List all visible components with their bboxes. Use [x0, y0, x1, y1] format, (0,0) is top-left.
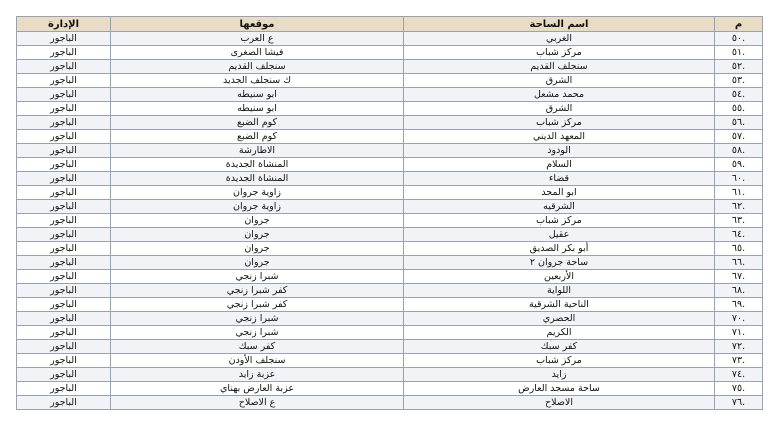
- table-row: [17, 298, 763, 312]
- cell-location: فيشا الصغرى: [111, 46, 404, 60]
- cell-administration: الباجور: [17, 396, 111, 410]
- table-row: [17, 172, 763, 186]
- table-row: [17, 102, 763, 116]
- cell-location: جروان: [111, 228, 404, 242]
- cell-administration: الباجور: [17, 88, 111, 102]
- header-square-name: اسم الساحة: [404, 17, 715, 32]
- cell-square-name: قضاء: [404, 172, 715, 186]
- cell-square-name: الغربي: [404, 32, 715, 46]
- table-row: [17, 116, 763, 130]
- cell-num: .٧٣: [715, 354, 763, 368]
- cell-square-name: الحصري: [404, 312, 715, 326]
- cell-num: .٦١: [715, 186, 763, 200]
- cell-location: جروان: [111, 256, 404, 270]
- cell-square-name: الاصلاح: [404, 396, 715, 410]
- cell-administration: الباجور: [17, 74, 111, 88]
- cell-location: ع الاصلاح: [111, 396, 404, 410]
- cell-location: ابو سنيطه: [111, 102, 404, 116]
- cell-square-name: مركز شباب: [404, 354, 715, 368]
- cell-square-name: الكريم: [404, 326, 715, 340]
- cell-location: كوم الضبع: [111, 116, 404, 130]
- cell-administration: الباجور: [17, 326, 111, 340]
- header-row: [17, 17, 763, 32]
- cell-num: .٥١: [715, 46, 763, 60]
- cell-num: .٥٣: [715, 74, 763, 88]
- cell-num: .٥٦: [715, 116, 763, 130]
- cell-num: .٥٤: [715, 88, 763, 102]
- table-header: [17, 17, 763, 32]
- cell-num: .٦٤: [715, 228, 763, 242]
- table-row: [17, 396, 763, 410]
- cell-num: .٦٠: [715, 172, 763, 186]
- table-row: [17, 284, 763, 298]
- cell-num: .٦٨: [715, 284, 763, 298]
- cell-location: كوم الضبع: [111, 130, 404, 144]
- table-row: [17, 186, 763, 200]
- cell-square-name: سنجلف القديم: [404, 60, 715, 74]
- cell-administration: الباجور: [17, 242, 111, 256]
- cell-num: .٥٧: [715, 130, 763, 144]
- cell-location: زاوية جروان: [111, 186, 404, 200]
- cell-num: .٦٥: [715, 242, 763, 256]
- cell-location: سنجلف الأودن: [111, 354, 404, 368]
- cell-administration: الباجور: [17, 60, 111, 74]
- cell-administration: الباجور: [17, 256, 111, 270]
- table-row: [17, 256, 763, 270]
- cell-square-name: الشرق: [404, 102, 715, 116]
- cell-num: .٦٢: [715, 200, 763, 214]
- cell-location: شبرا زنجي: [111, 326, 404, 340]
- cell-administration: الباجور: [17, 368, 111, 382]
- cell-num: .٥٩: [715, 158, 763, 172]
- cell-num: .٦٧: [715, 270, 763, 284]
- cell-location: سنجلف القديم: [111, 60, 404, 74]
- cell-location: شبرا زنجي: [111, 312, 404, 326]
- table-row: [17, 382, 763, 396]
- cell-location: زاوية جروان: [111, 200, 404, 214]
- table-row: [17, 368, 763, 382]
- table-row: [17, 340, 763, 354]
- cell-administration: الباجور: [17, 32, 111, 46]
- cell-num: .٧٢: [715, 340, 763, 354]
- cell-location: كفر شبرا زنجي: [111, 284, 404, 298]
- cell-square-name: كفر سبك: [404, 340, 715, 354]
- cell-location: المنشاة الجديدة: [111, 172, 404, 186]
- cell-square-name: اللواية: [404, 284, 715, 298]
- cell-square-name: مركز شباب: [404, 116, 715, 130]
- cell-location: كفر شبرا زنجي: [111, 298, 404, 312]
- cell-num: .٦٦: [715, 256, 763, 270]
- cell-num: .٥٥: [715, 102, 763, 116]
- cell-administration: الباجور: [17, 214, 111, 228]
- header-location: موقعها: [111, 17, 404, 32]
- table-row: [17, 326, 763, 340]
- cell-square-name: زايد: [404, 368, 715, 382]
- cell-num: .٥٠: [715, 32, 763, 46]
- table-row: [17, 312, 763, 326]
- cell-square-name: الشرقيه: [404, 200, 715, 214]
- squares-table-container: [16, 16, 762, 410]
- table-row: [17, 270, 763, 284]
- table-row: [17, 228, 763, 242]
- table-row: [17, 354, 763, 368]
- cell-administration: الباجور: [17, 228, 111, 242]
- cell-administration: الباجور: [17, 270, 111, 284]
- cell-square-name: الودود: [404, 144, 715, 158]
- cell-num: .٥٢: [715, 60, 763, 74]
- cell-administration: الباجور: [17, 312, 111, 326]
- cell-administration: الباجور: [17, 130, 111, 144]
- cell-num: .٥٨: [715, 144, 763, 158]
- cell-num: .٦٣: [715, 214, 763, 228]
- header-administration: الإدارة: [17, 17, 111, 32]
- cell-num: .٧١: [715, 326, 763, 340]
- cell-administration: الباجور: [17, 116, 111, 130]
- cell-num: .٧٤: [715, 368, 763, 382]
- cell-square-name: محمد مشعل: [404, 88, 715, 102]
- cell-square-name: السلام: [404, 158, 715, 172]
- cell-location: شبرا زنجي: [111, 270, 404, 284]
- cell-square-name: ساحة جروان ٢: [404, 256, 715, 270]
- cell-num: .٧٦: [715, 396, 763, 410]
- cell-administration: الباجور: [17, 382, 111, 396]
- cell-num: .٧٠: [715, 312, 763, 326]
- cell-square-name: الناحية الشرقية: [404, 298, 715, 312]
- cell-administration: الباجور: [17, 340, 111, 354]
- table-row: [17, 88, 763, 102]
- table-row: [17, 144, 763, 158]
- header-num: م: [715, 17, 763, 32]
- table-row: [17, 74, 763, 88]
- cell-square-name: الشرق: [404, 74, 715, 88]
- cell-administration: الباجور: [17, 284, 111, 298]
- cell-administration: الباجور: [17, 200, 111, 214]
- cell-location: عزبة زايد: [111, 368, 404, 382]
- table-row: [17, 242, 763, 256]
- table-row: [17, 158, 763, 172]
- cell-square-name: مركز شباب: [404, 214, 715, 228]
- cell-square-name: ابو المجد: [404, 186, 715, 200]
- cell-administration: الباجور: [17, 354, 111, 368]
- table-row: [17, 60, 763, 74]
- squares-table: [16, 16, 763, 410]
- table-row: [17, 214, 763, 228]
- table-row: [17, 32, 763, 46]
- cell-square-name: ساحة مسجد العارض: [404, 382, 715, 396]
- cell-administration: الباجور: [17, 46, 111, 60]
- cell-num: .٧٥: [715, 382, 763, 396]
- cell-location: جروان: [111, 242, 404, 256]
- cell-location: ابو سنيطه: [111, 88, 404, 102]
- cell-square-name: أبو بكر الصديق: [404, 242, 715, 256]
- cell-location: ع العرب: [111, 32, 404, 46]
- cell-location: الاطارشة: [111, 144, 404, 158]
- cell-location: جروان: [111, 214, 404, 228]
- table-row: [17, 130, 763, 144]
- cell-square-name: عقيل: [404, 228, 715, 242]
- cell-administration: الباجور: [17, 144, 111, 158]
- cell-location: كفر سبك: [111, 340, 404, 354]
- cell-location: عزبة العارض بهناي: [111, 382, 404, 396]
- cell-administration: الباجور: [17, 172, 111, 186]
- cell-num: .٦٩: [715, 298, 763, 312]
- cell-administration: الباجور: [17, 102, 111, 116]
- table-body: [17, 32, 763, 410]
- cell-square-name: مركز شباب: [404, 46, 715, 60]
- cell-location: ك سنجلف الجديد: [111, 74, 404, 88]
- table-row: [17, 200, 763, 214]
- cell-administration: الباجور: [17, 158, 111, 172]
- cell-location: المنشاة الجديدة: [111, 158, 404, 172]
- cell-administration: الباجور: [17, 298, 111, 312]
- cell-administration: الباجور: [17, 186, 111, 200]
- cell-square-name: الأربعين: [404, 270, 715, 284]
- cell-square-name: المعهد الديني: [404, 130, 715, 144]
- table-row: [17, 46, 763, 60]
